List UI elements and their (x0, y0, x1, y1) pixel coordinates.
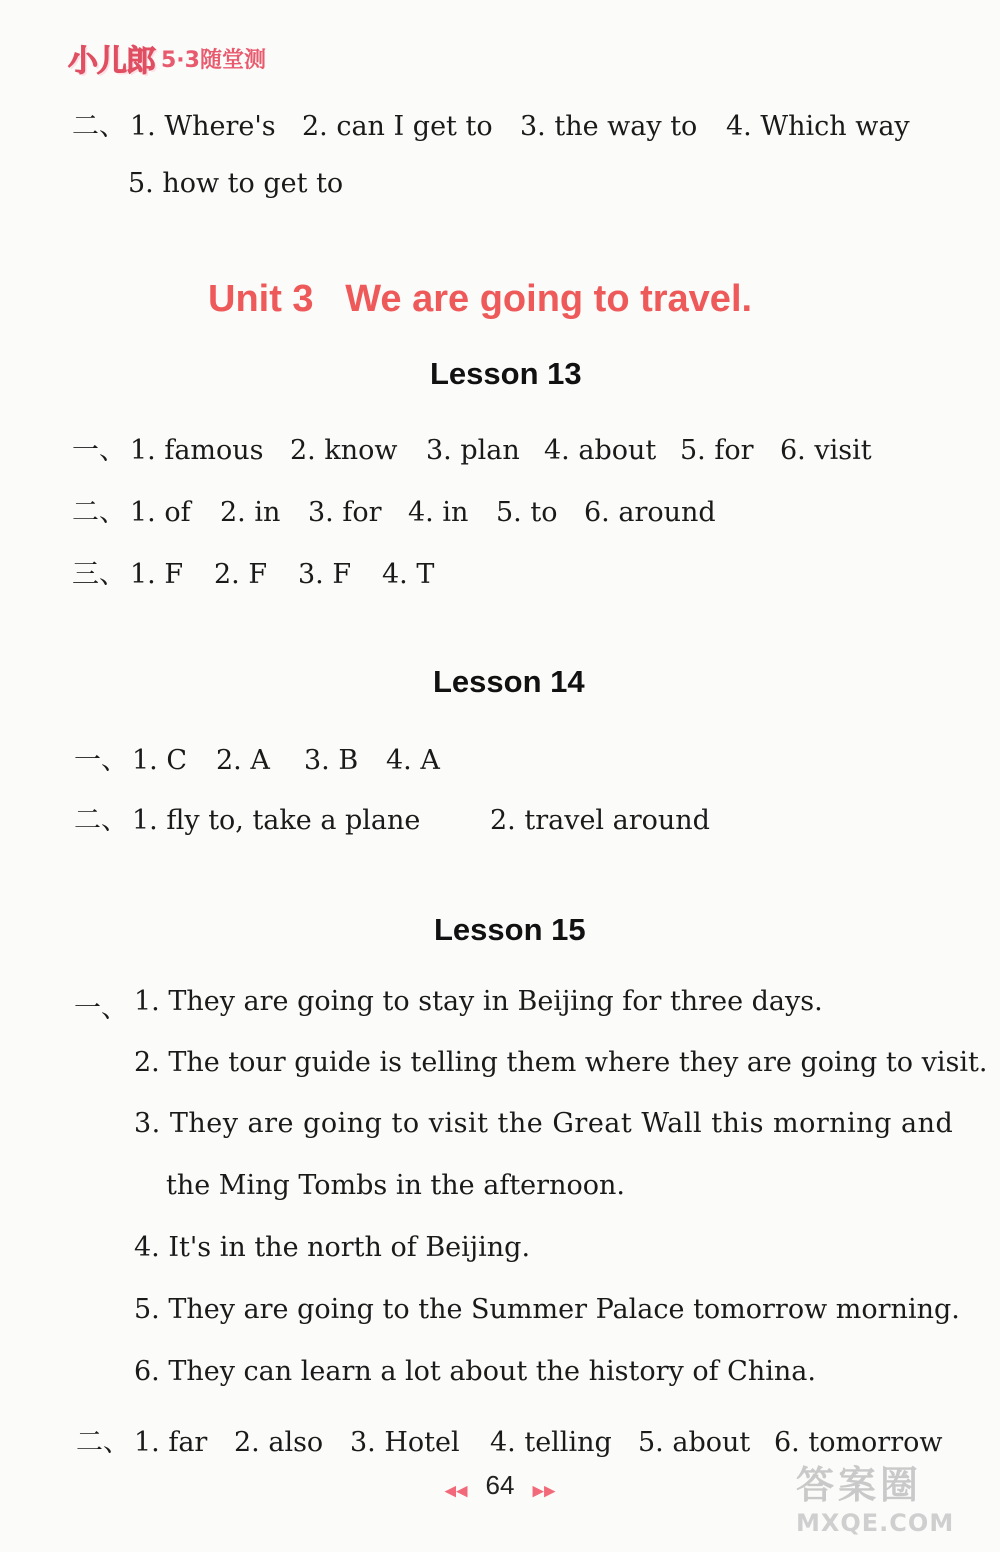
answer-item: 3. for (308, 497, 382, 528)
answer-item: 6. visit (780, 435, 872, 466)
lesson-14-row-2 (74, 798, 710, 837)
lesson-13-row-1 (72, 428, 872, 467)
brand-header (68, 36, 266, 80)
lesson-13-title: Lesson 13 (430, 356, 582, 391)
answer-sentence: 5. They are going to the Summer Palace tomorrow morning. (134, 1294, 960, 1325)
lesson-13-row-3 (72, 552, 434, 591)
answer-item: 2. in (220, 497, 281, 528)
section-number: 二、 (72, 497, 126, 528)
section-number: 一、 (72, 435, 126, 466)
section-number: 一、 (74, 993, 128, 1024)
section-number: 三、 (72, 559, 126, 590)
answer-item: 4. T (382, 559, 435, 590)
answer-item: 1. fly to, take a plane (132, 805, 421, 836)
section-number: 一、 (74, 745, 128, 776)
watermark-url: MXQE.COM (796, 1509, 955, 1537)
section-number: 二、 (74, 805, 128, 836)
brand-subtitle: 5·3随堂测 (161, 47, 266, 73)
right-arrows-icon: ▶▶ (532, 1481, 556, 1500)
answer-item: 4. Which way (726, 111, 910, 142)
brand-logo: 小儿郎 (68, 44, 155, 79)
answer-item: 1. Where's (130, 111, 276, 142)
top-answer-row (72, 104, 910, 143)
answer-item: 4. telling (490, 1427, 612, 1458)
answer-item: 1. C (132, 745, 188, 776)
answer-sentence: 6. They can learn a lot about the history of China. (134, 1356, 816, 1387)
lesson-15-title: Lesson 15 (434, 912, 586, 947)
answer-item: 4. A (386, 745, 440, 776)
lesson-13-row-2 (72, 490, 716, 529)
answer-item: 2. know (290, 435, 398, 466)
lesson-14-title: Lesson 14 (433, 664, 585, 699)
answer-item: 1. F (130, 559, 184, 590)
unit-title: Unit 3 We are going to travel. (208, 278, 753, 320)
watermark-text: 答案圈 (796, 1463, 923, 1507)
answer-item: 5. for (680, 435, 754, 466)
answer-item: 5. to (496, 497, 558, 528)
answer-item: 2. travel around (490, 805, 710, 836)
answer-item: 5. how to get to (128, 168, 344, 199)
answer-item: 3. plan (426, 435, 520, 466)
answer-item: 2. A (216, 745, 270, 776)
answer-sentence-continuation: the Ming Tombs in the afternoon. (166, 1170, 625, 1201)
answer-item: 3. the way to (520, 111, 698, 142)
answer-item: 2. can I get to (302, 111, 493, 142)
lesson-14-row-1 (74, 738, 440, 777)
answer-item: 2. F (214, 559, 268, 590)
answer-item: 1. far (134, 1427, 208, 1458)
answer-sentence: 3. They are going to visit the Great Wall this morning and (134, 1108, 954, 1139)
answer-item: 1. famous (130, 435, 264, 466)
answer-item: 3. Hotel (350, 1427, 460, 1458)
section-number: 二、 (76, 1427, 130, 1458)
answer-item: 1. of (130, 497, 191, 528)
answer-sentence: 4. It's in the north of Beijing. (134, 1232, 531, 1263)
answer-item: 2. also (234, 1427, 324, 1458)
answer-item: 6. around (584, 497, 716, 528)
watermark-logo (796, 1454, 986, 1544)
answer-item: 5. about (638, 1427, 751, 1458)
page-number: 64 (485, 1470, 515, 1500)
left-arrows-icon: ◀◀ (444, 1481, 468, 1500)
answer-item: 6. tomorrow (774, 1427, 943, 1458)
answer-item: 3. F (298, 559, 352, 590)
answer-sentence: 1. They are going to stay in Beijing for three days. (134, 986, 823, 1017)
answer-item: 4. about (544, 435, 657, 466)
answer-item: 3. B (304, 745, 359, 776)
section-number: 二、 (72, 111, 126, 142)
answer-sentence: 2. The tour guide is telling them where they are going to visit. (134, 1047, 988, 1078)
answer-item: 4. in (408, 497, 469, 528)
